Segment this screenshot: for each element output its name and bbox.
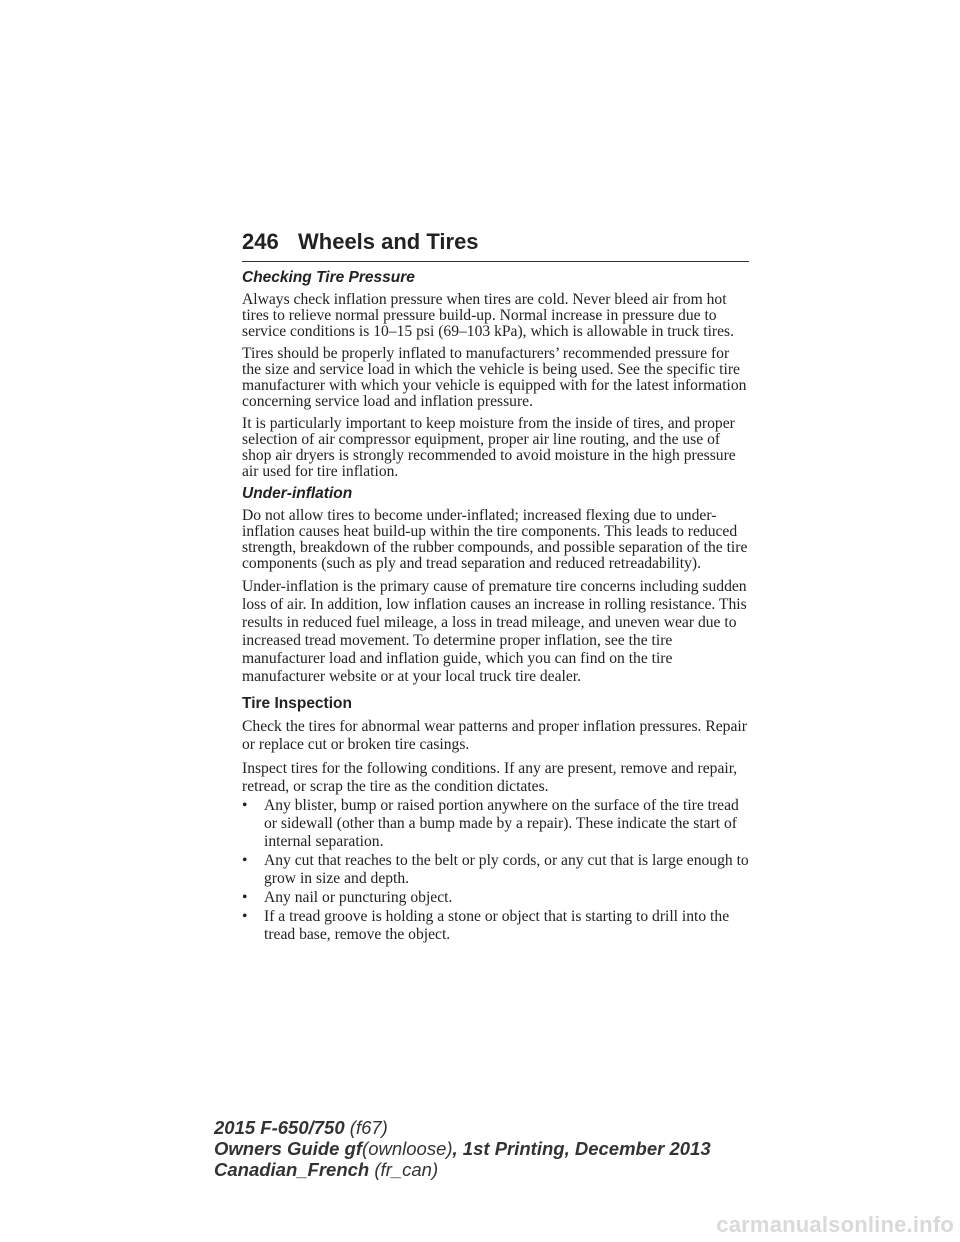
list-item-text: If a tread groove is holding a stone or object that is starting to drill into the tread base, remove the object. <box>264 908 730 943</box>
watermark: carmanualsonline.info <box>716 1212 954 1237</box>
inspection-bullet-list <box>242 797 752 944</box>
heading-tire-inspection: Tire Inspection <box>242 695 352 712</box>
footer-line-2 <box>214 1138 711 1159</box>
footer-model: 2015 F-650/750 <box>214 1117 345 1138</box>
paragraph: Tires should be properly inflated to manufacturers’ recommended pressure for the size and service load in which the vehicle is being used. See the specific tire manufacturer with which your vehicle is equipped with for the latest information concerning service load and inflation pressure. <box>242 345 747 410</box>
footer-guide-code: (ownloose) <box>362 1138 453 1159</box>
bullet-icon: • <box>242 852 248 869</box>
paragraph: Check the tires for abnormal wear patterns and proper inflation pressures. Repair or replace cut or broken tire casings. <box>242 718 747 753</box>
list-item <box>242 889 752 907</box>
paragraph: Do not allow tires to become under-inflated; increased flexing due to under-inflation causes heat build-up within the tire components. This leads to reduced strength, breakdown of the rubber compounds, and possible separation of the tire components (such as ply and tread separation and reduced retreadability). <box>242 507 748 572</box>
bullet-icon: • <box>242 889 248 906</box>
paragraph: Always check inflation pressure when tires are cold. Never bleed air from hot tires to relieve normal pressure build-up. Normal increase in pressure due to service conditions is 10–15 psi (69–103 kPa), which is allowable in truck tires. <box>242 291 734 340</box>
footer-language-code: (fr_can) <box>374 1159 439 1180</box>
footer-printing: , 1st Printing, December 2013 <box>452 1138 711 1159</box>
paragraph: It is particularly important to keep moisture from the inside of tires, and proper selection of air compressor equipment, proper air line routing, and the use of shop air dryers is strongly recommended to avoid moisture in the high pressure air used for tire inflation. <box>242 415 736 480</box>
heading-checking-tire-pressure: Checking Tire Pressure <box>242 269 415 286</box>
footer-line-1 <box>214 1117 711 1138</box>
bullet-icon: • <box>242 797 248 814</box>
paragraph: Under-inflation is the primary cause of premature tire concerns including sudden loss of air. In addition, low inflation causes an increase in rolling resistance. This results in reduced fuel mileage, a loss in tread mileage, and uneven wear due to increased tread movement. To determine proper inflation, see the tire manufacturer load and inflation guide, which you can find on the tire manufacturer website or at your local truck tire dealer. <box>242 578 747 685</box>
print-footer <box>214 1117 711 1180</box>
list-item <box>242 852 752 888</box>
paragraph: Inspect tires for the following conditions. If any are present, remove and repair, retread, or scrap the tire as the condition dictates. <box>242 760 738 795</box>
list-item-text: Any nail or puncturing object. <box>264 889 453 906</box>
bullet-icon: • <box>242 908 248 925</box>
list-item-text: Any blister, bump or raised portion anywhere on the surface of the tire tread or sidewall (other than a bump made by a repair). These indicate the start of internal separation. <box>264 797 739 850</box>
page-content <box>242 268 752 945</box>
heading-under-inflation: Under-inflation <box>242 485 353 502</box>
list-item <box>242 797 752 851</box>
list-item <box>242 908 752 944</box>
footer-model-code: (f67) <box>349 1117 388 1138</box>
footer-language: Canadian_French <box>214 1159 370 1180</box>
footer-guide: Owners Guide gf <box>214 1138 363 1159</box>
footer-line-3 <box>214 1159 711 1180</box>
list-item-text: Any cut that reaches to the belt or ply cords, or any cut that is large enough to grow in size and depth. <box>264 852 749 887</box>
chapter-title: Wheels and Tires <box>298 229 479 254</box>
page-number: 246 <box>242 229 279 254</box>
page-header <box>242 229 749 262</box>
